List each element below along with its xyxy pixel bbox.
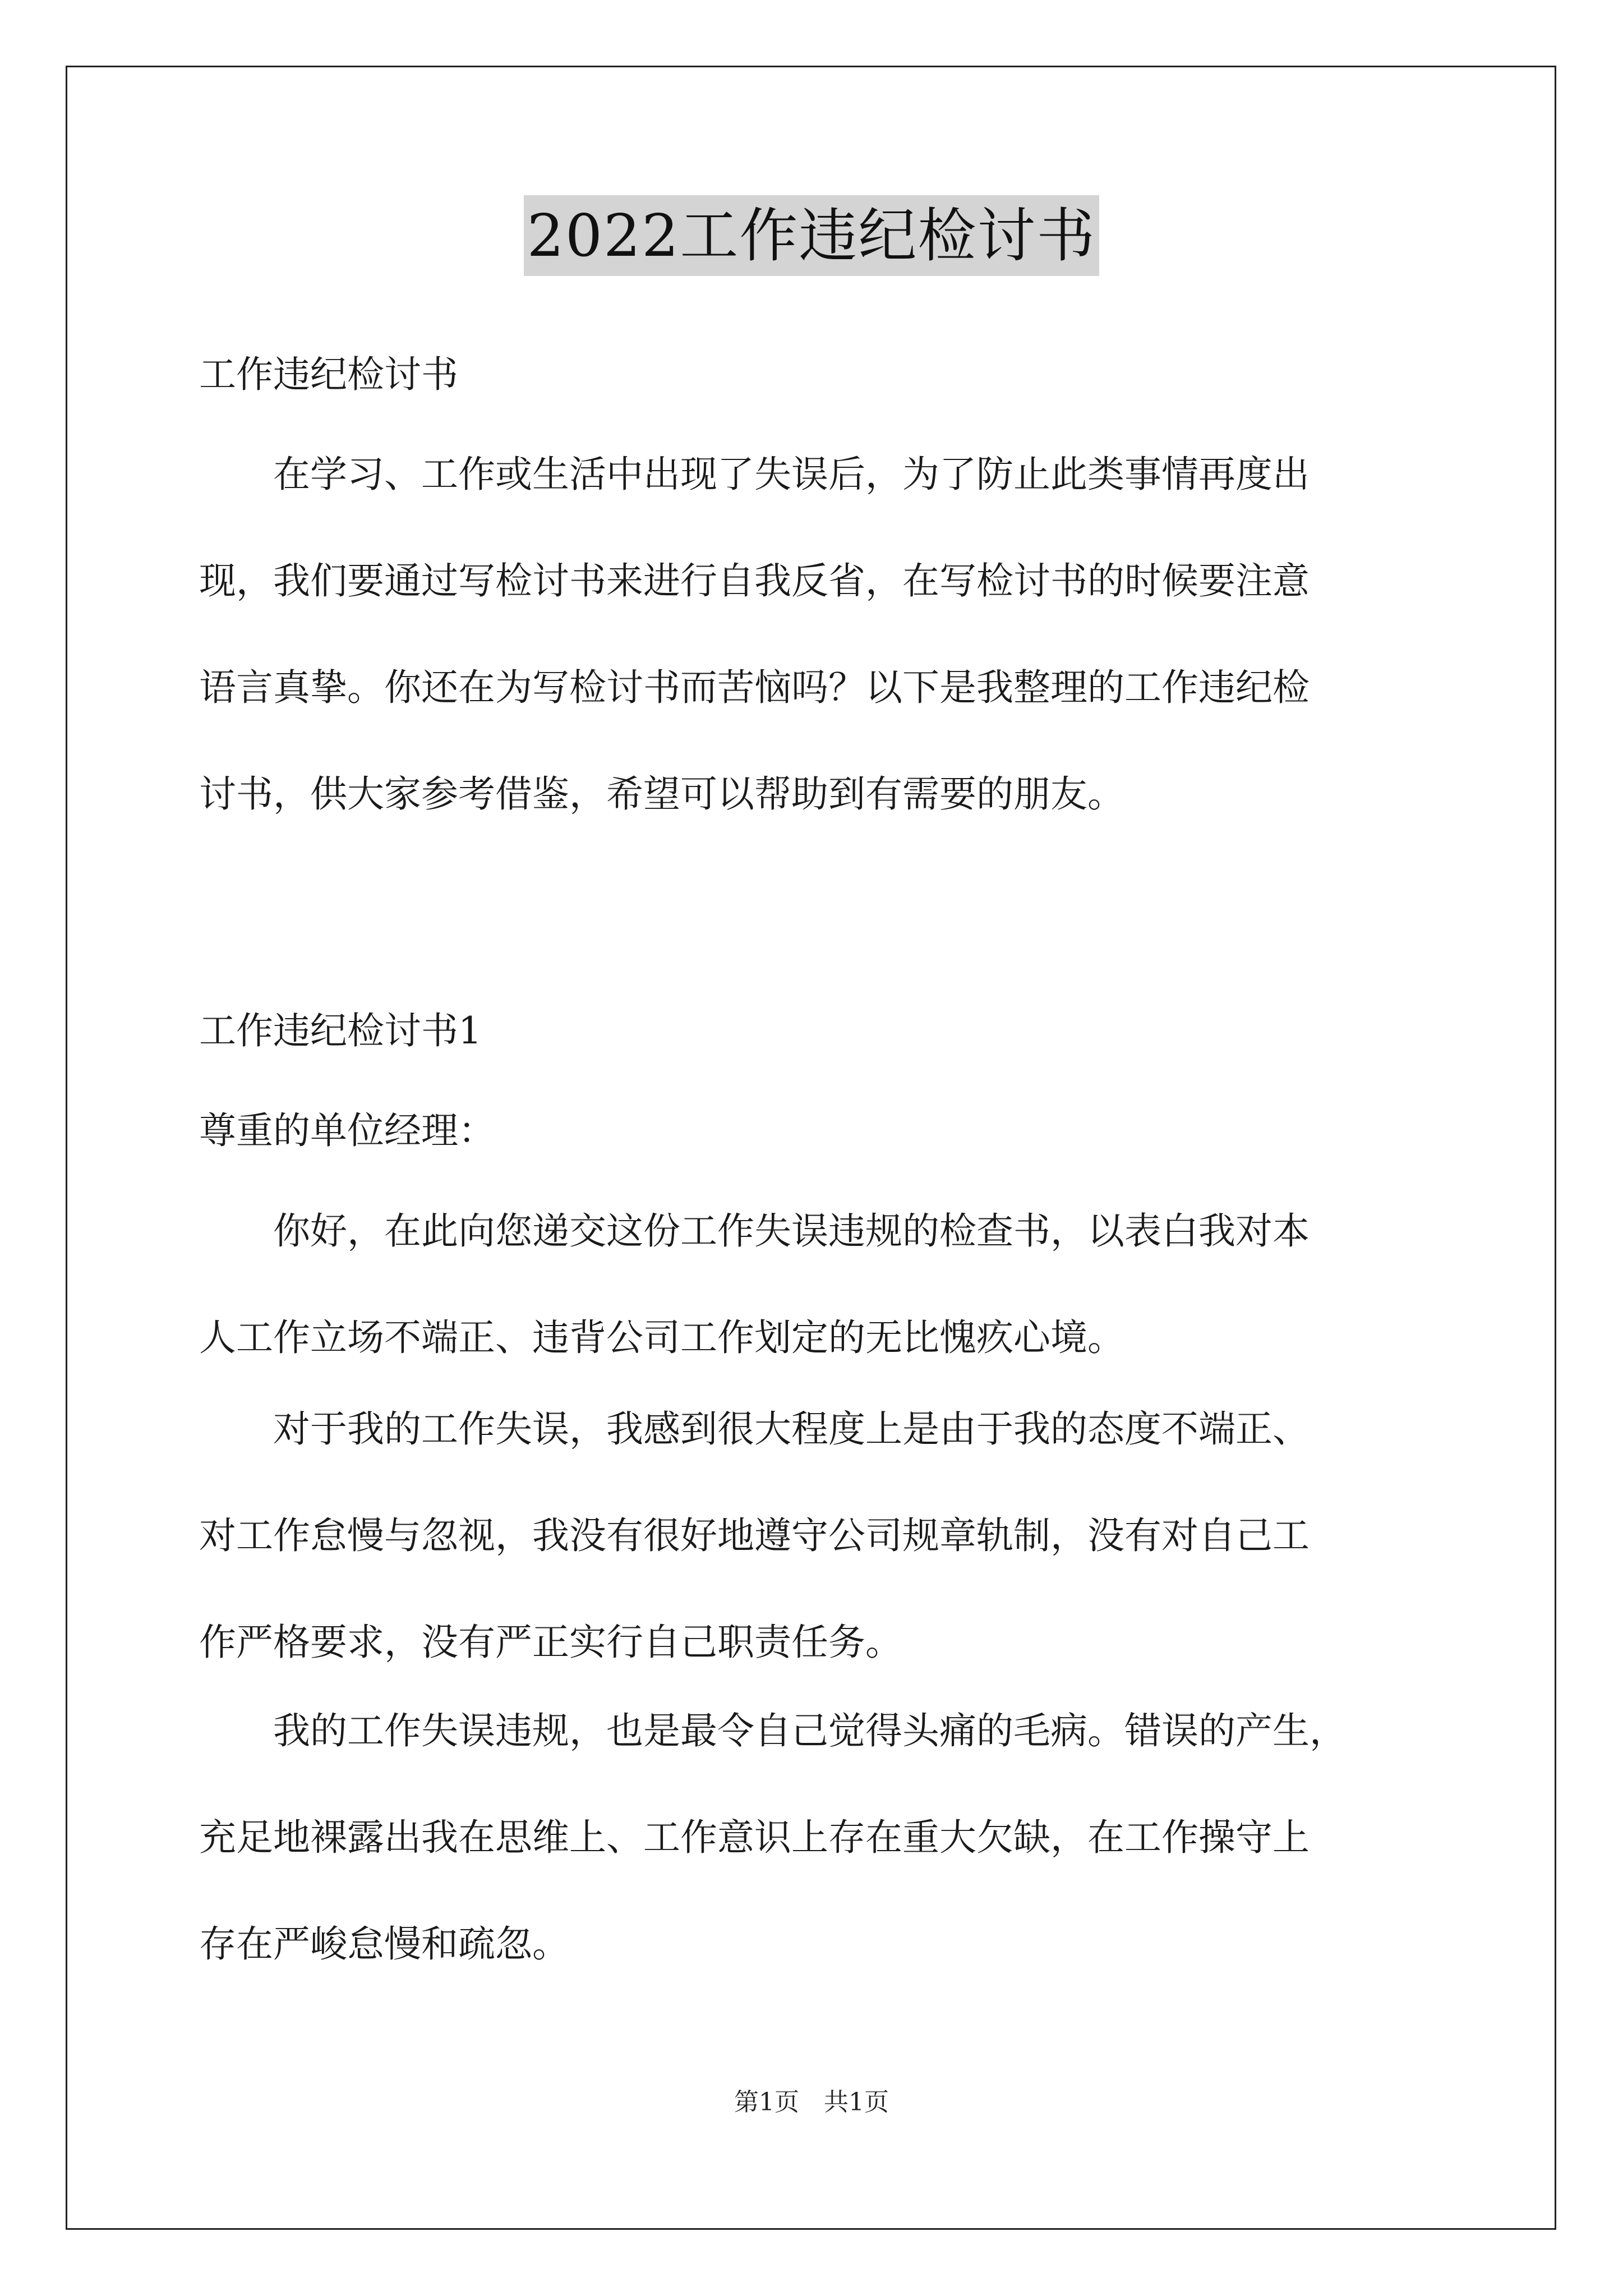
section-heading: 工作违纪检讨书1 <box>199 1009 482 1052</box>
intro-line: 现，我们要通过写检讨书来进行自我反省，在写检讨书的时候要注意 <box>199 559 1310 602</box>
intro-line: 语言真挚。你还在为写检讨书而苦恼吗？以下是我整理的工作违纪检 <box>199 666 1310 709</box>
paragraph-line: 人工作立场不端正、违背公司工作划定的无比愧疚心境。 <box>199 1316 1124 1359</box>
paragraph-line: 你好，在此向您递交这份工作失误违规的检查书，以表白我对本 <box>199 1209 1310 1253</box>
paragraph-line: 对工作怠慢与忽视，我没有很好地遵守公司规章轨制，没有对自己工 <box>199 1514 1310 1557</box>
paragraph-3 <box>199 1710 1347 1965</box>
salutation: 尊重的单位经理： <box>199 1109 495 1152</box>
intro-heading: 工作违纪检讨书 <box>199 353 458 396</box>
intro-line: 在学习、工作或生活中出现了失误后，为了防止此类事情再度出 <box>199 453 1310 496</box>
intro-line: 讨书，供大家参考借鉴，希望可以帮助到有需要的朋友。 <box>199 772 1124 816</box>
page-footer: 第1页 共1页 <box>734 2088 889 2116</box>
paragraph-line: 存在严峻怠慢和疏忽。 <box>199 1922 569 1966</box>
paragraph-line: 充足地裸露出我在思维上、工作意识上存在重大欠缺，在工作操守上 <box>199 1816 1310 1859</box>
paragraph-1 <box>199 1210 1310 1359</box>
paragraph-line: 对于我的工作失误，我感到很大程度上是由于我的态度不端正、 <box>199 1407 1310 1451</box>
title-wrap <box>0 195 1623 276</box>
intro-paragraph <box>199 453 1310 815</box>
paragraph-line: 作严格要求，没有严正实行自己职责任务。 <box>199 1621 902 1664</box>
paragraph-line: 我的工作失误违规，也是最令自己觉得头痛的毛病。错误的产生， <box>199 1709 1347 1752</box>
document-title: 2022工作违纪检讨书 <box>524 195 1100 276</box>
paragraph-2 <box>199 1408 1310 1663</box>
